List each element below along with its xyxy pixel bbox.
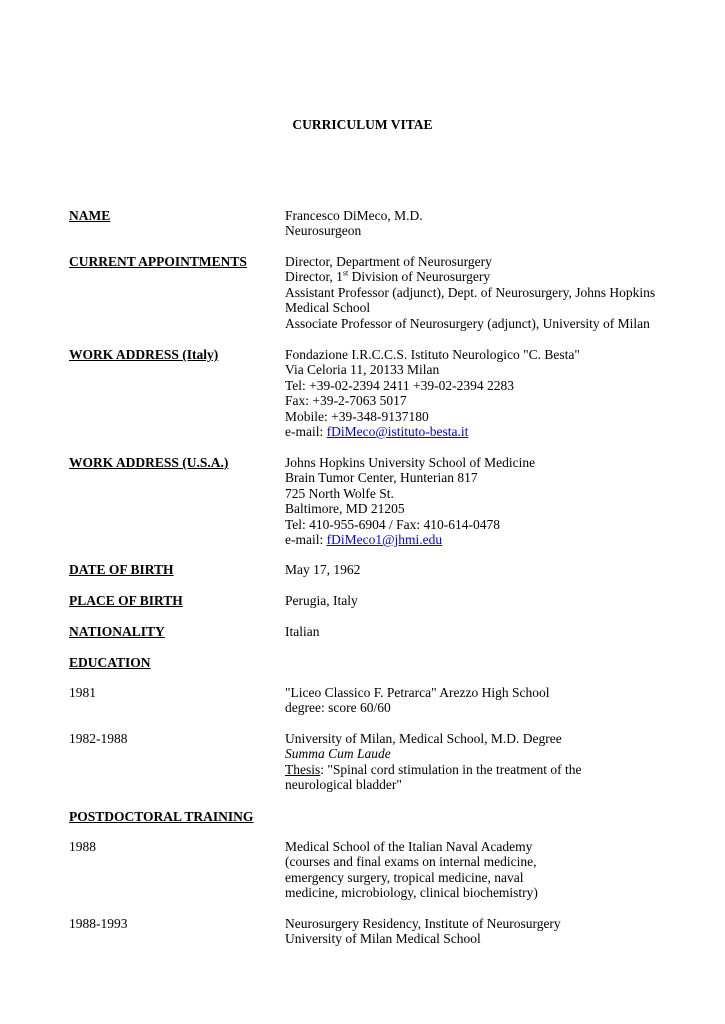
email-link-italy[interactable]: fDiMeco@istituto-besta.it xyxy=(326,424,469,440)
education-entry xyxy=(285,731,665,793)
training-line: University of Milan Medical School xyxy=(285,931,481,947)
education-line: "Liceo Classico F. Petrarca" Arezzo High School xyxy=(285,685,550,700)
email-line: e-mail: fDiMeco1@jhmi.edu xyxy=(285,532,443,548)
address-line: Tel: +39-02-2394 2411 +39-02-2394 2283 xyxy=(285,377,515,393)
appointment-line: Associate Professor of Neurosurgery (adjunct), University of Milan xyxy=(285,315,650,331)
appointment-line: Assistant Professor (adjunct), Dept. of Neurosurgery, Johns Hopkins xyxy=(285,284,656,300)
address-line: Via Celoria 11, 20133 Milan xyxy=(285,362,440,378)
appointment-line: Medical School xyxy=(285,300,371,316)
address-line: Fondazione I.R.C.C.S. Istituto Neurologico "C. Besta" xyxy=(285,347,580,362)
name-value xyxy=(285,208,665,239)
work-address-italy-label: WORK ADDRESS (Italy) xyxy=(69,347,219,362)
name-label: NAME xyxy=(69,208,111,223)
education-line: University of Milan, Medical School, M.D. Degree xyxy=(285,731,562,746)
training-line: Medical School of the Italian Naval Academy xyxy=(285,839,533,854)
education-entry xyxy=(285,685,665,716)
current-appointments-value xyxy=(285,254,665,331)
education-year: 1981 xyxy=(69,685,96,700)
email-link-usa[interactable]: fDiMeco1@jhmi.edu xyxy=(326,532,443,548)
email-line: e-mail: fDiMeco@istituto-besta.it xyxy=(285,424,469,440)
address-line: Fax: +39-2-7063 5017 xyxy=(285,393,407,409)
address-line: Baltimore, MD 21205 xyxy=(285,501,405,517)
training-entry xyxy=(285,916,665,947)
document-title: CURRICULUM VITAE xyxy=(292,117,433,132)
address-line: 725 North Wolfe St. xyxy=(285,485,394,501)
training-year: 1988 xyxy=(69,839,96,854)
nationality-label: NATIONALITY xyxy=(69,624,165,639)
current-appointments-label: CURRENT APPOINTMENTS xyxy=(69,254,247,269)
work-address-usa-label: WORK ADDRESS (U.S.A.) xyxy=(69,455,229,470)
education-line: neurological bladder" xyxy=(285,777,402,793)
appointment-line: Director, Department of Neurosurgery xyxy=(285,254,492,269)
education-honors: Summa Cum Laude xyxy=(285,746,391,762)
work-address-italy-value xyxy=(285,347,665,439)
date-of-birth-value: May 17, 1962 xyxy=(285,562,361,577)
postdoctoral-training-heading: POSTDOCTORAL TRAINING xyxy=(69,809,254,824)
address-line: Tel: 410-955-6904 / Fax: 410-614-0478 xyxy=(285,516,501,532)
name-line: Neurosurgeon xyxy=(285,223,362,239)
training-line: Neurosurgery Residency, Institute of Neurosurgery xyxy=(285,916,561,931)
address-line: Mobile: +39-348-9137180 xyxy=(285,408,429,424)
appointment-line: Director, 1st Division of Neurosurgery xyxy=(285,268,491,285)
training-year: 1988-1993 xyxy=(69,916,128,931)
education-year: 1982-1988 xyxy=(69,731,128,746)
work-address-usa-value xyxy=(285,455,665,547)
training-entry xyxy=(285,839,665,901)
address-line: Brain Tumor Center, Hunterian 817 xyxy=(285,470,478,486)
education-thesis: Thesis: "Spinal cord stimulation in the treatment of the xyxy=(285,761,582,777)
education-heading: EDUCATION xyxy=(69,655,151,670)
address-line: Johns Hopkins University School of Medicine xyxy=(285,455,536,470)
education-line: degree: score 60/60 xyxy=(285,700,391,716)
training-line: medicine, microbiology, clinical biochemistry) xyxy=(285,885,538,901)
date-of-birth-label: DATE OF BIRTH xyxy=(69,562,174,577)
place-of-birth-value: Perugia, Italy xyxy=(285,593,358,608)
nationality-value: Italian xyxy=(285,624,320,639)
training-line: emergency surgery, tropical medicine, naval xyxy=(285,869,524,885)
training-line: (courses and final exams on internal medicine, xyxy=(285,854,537,870)
name-line: Francesco DiMeco, M.D. xyxy=(285,208,423,223)
place-of-birth-label: PLACE OF BIRTH xyxy=(69,593,183,608)
